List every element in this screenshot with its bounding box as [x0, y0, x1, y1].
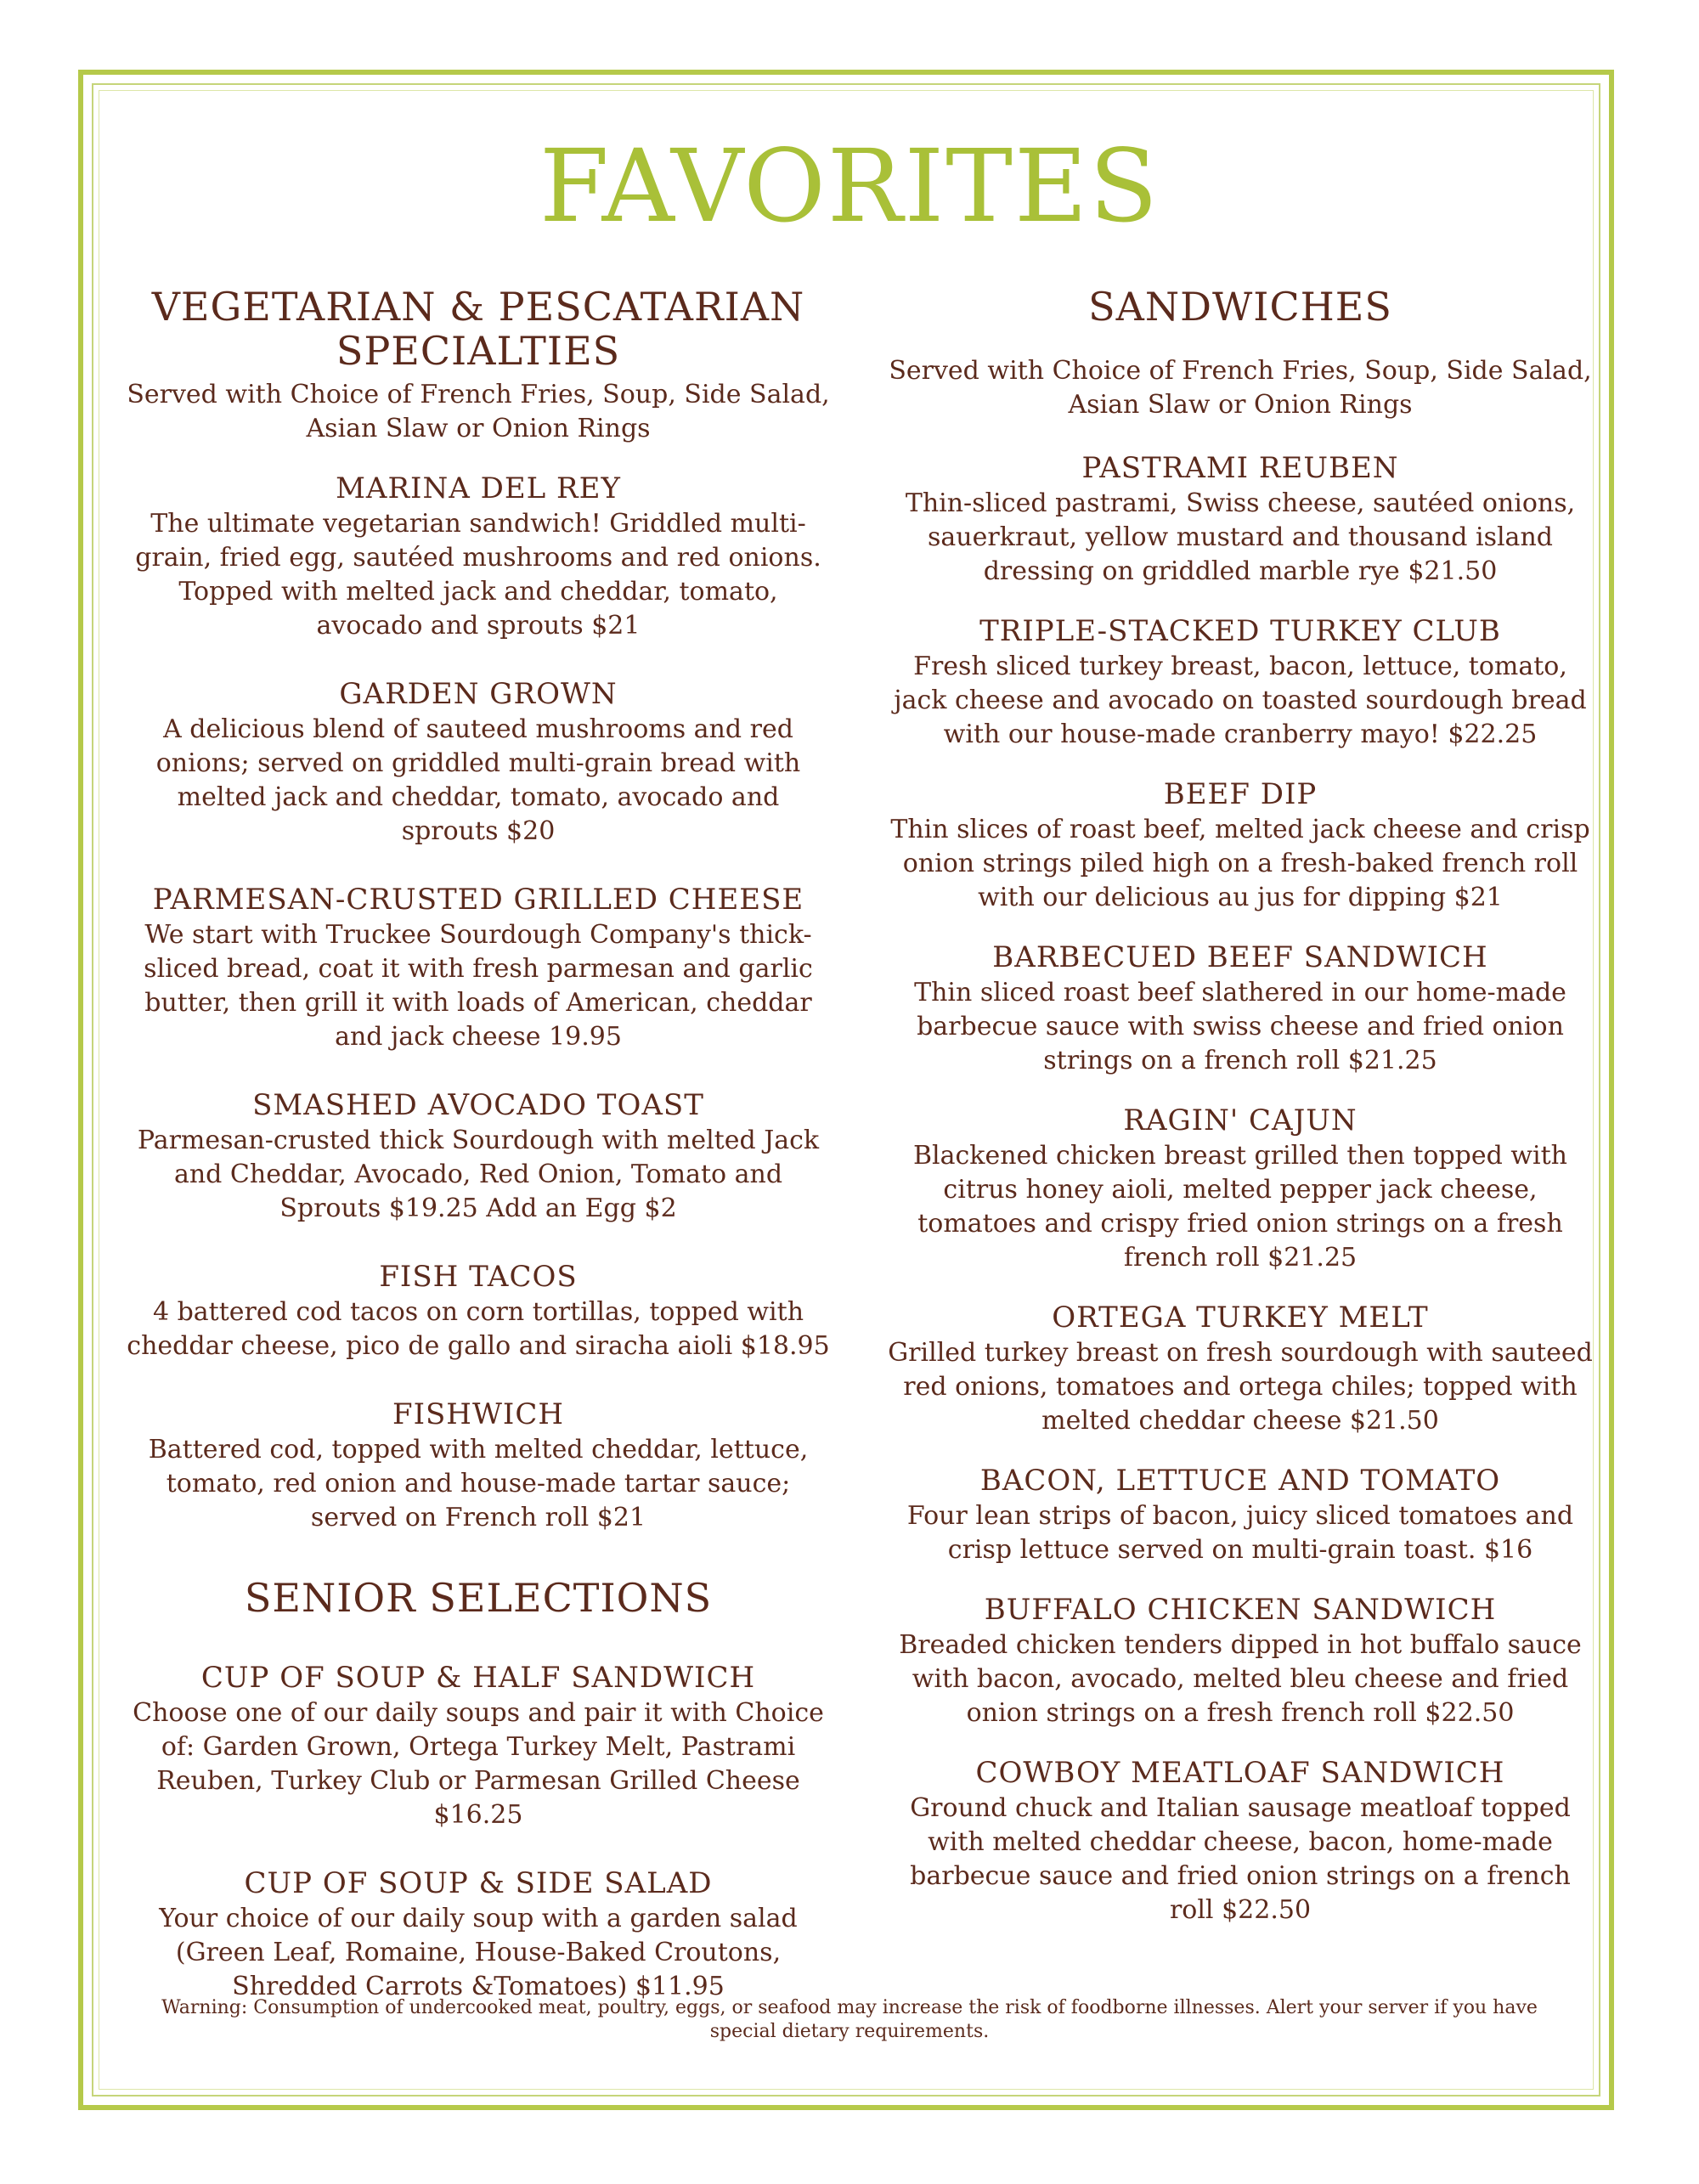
menu-item-description: Thin-sliced pastrami, Swiss cheese, sautéed onions, sauerkraut, yellow mustard and thousand island dressing on griddled marble rye $21.50	[905, 488, 1576, 586]
menu-item-description: We start with Truckee Sourdough Company's thick-sliced bread, coat it with fresh parmesan and garlic butter, then grill it with loads of American, cheddar and jack cheese 19.95	[144, 920, 813, 1052]
menu-item-description: Thin slices of roast beef, melted jack cheese and crisp onion strings piled high on a fresh-baked french roll with our delicious au jus for dipping $21	[890, 815, 1590, 912]
menu-item	[126, 1397, 831, 1535]
menu-item-name: COWBOY MEATLOAF SANDWICH	[975, 1756, 1505, 1790]
sandwiches-heading: SANDWICHES	[1088, 284, 1392, 330]
menu-item-name: RAGIN' CAJUN	[1123, 1103, 1358, 1137]
menu-item-description: Ground chuck and Italian sausage meatloaf topped with melted cheddar cheese, bacon, home-made barbecue sauce and fried onion strings on a french roll $22.50	[910, 1793, 1571, 1925]
menu-item-name: BACON, LETTUCE AND TOMATO	[979, 1464, 1501, 1498]
menu-item-description: The ultimate vegetarian sandwich! Griddled multi-grain, fried egg, sautéed mushrooms and red onions. Topped with melted jack and cheddar, tomato, avocado and sprouts $21	[135, 509, 821, 641]
menu-item	[888, 1593, 1593, 1730]
senior-section	[126, 1576, 831, 2004]
menu-item	[126, 677, 831, 849]
menu-item	[888, 940, 1593, 1078]
right-column	[888, 285, 1593, 1927]
menu-item-name: ORTEGA TURKEY MELT	[1052, 1301, 1429, 1335]
menu-item	[126, 1088, 831, 1226]
menu-item	[126, 1661, 831, 1832]
menu-item-description: Thin sliced roast beef slathered in our home-made barbecue sauce with swiss cheese and fried onion strings on a french roll $21.25	[914, 978, 1566, 1075]
menu-item	[888, 1464, 1593, 1567]
menu-item	[888, 777, 1593, 915]
menu-item	[888, 614, 1593, 752]
menu-item-description: Fresh sliced turkey breast, bacon, lettuce, tomato, jack cheese and avocado on toasted sourdough bread with our house-made cranberry mayo! $22.25	[894, 652, 1587, 749]
menu-item-description: Parmesan-crusted thick Sourdough with melted Jack and Cheddar, Avocado, Red Onion, Tomato and Sprouts $19.25 Add an Egg $2	[137, 1126, 820, 1223]
menu-item-name: FISH TACOS	[379, 1260, 578, 1294]
menu-item-description: 4 battered cod tacos on corn tortillas, topped with cheddar cheese, pico de gallo and siracha aioli $18.95	[127, 1297, 830, 1361]
left-column	[126, 285, 831, 2004]
menu-item	[126, 1260, 831, 1363]
menu-item-description: Grilled turkey breast on fresh sourdough with sauteed red onions, tomatoes and ortega chiles; topped with melted cheddar cheese $21.50	[888, 1338, 1593, 1436]
menu-item-description: Choose one of our daily soups and pair it with Choice of: Garden Grown, Ortega Turkey Melt, Pastrami Reuben, Turkey Club or Parmesan Grilled Cheese $16.25	[133, 1698, 824, 1830]
menu-item-description: Breaded chicken tenders dipped in hot buffalo sauce with bacon, avocado, melted bleu cheese and fried onion strings on a fresh french roll $22.50	[899, 1630, 1582, 1728]
food-safety-warning: Warning: Consumption of undercooked meat, poultry, eggs, or seafood may increase the risk of foodborne illnesses. Alert your server if you have special dietary requirements.	[161, 1997, 1538, 2042]
menu-item	[888, 1103, 1593, 1275]
menu-item-name: CUP OF SOUP & SIDE SALAD	[244, 1866, 713, 1900]
menu-item-name: MARINA DEL REY	[336, 471, 621, 505]
menu-item-name: FISHWICH	[392, 1397, 564, 1431]
senior-heading: SENIOR SELECTIONS	[244, 1575, 713, 1621]
menu-item-name: SMASHED AVOCADO TOAST	[252, 1088, 704, 1122]
menu-item-description: A delicious blend of sauteed mushrooms and red onions; served on griddled multi-grain bread with melted jack and cheddar, tomato, avocado and sprouts $20	[155, 714, 801, 846]
menu-item-name: BARBECUED BEEF SANDWICH	[992, 940, 1488, 974]
menu-item-description: Your choice of our daily soup with a garden salad (Green Leaf, Romaine, House-Baked Croutons, Shredded Carrots &Tomatoes) $11.95	[159, 1904, 798, 2001]
menu-item-description: Four lean strips of bacon, juicy sliced tomatoes and crisp lettuce served on multi-grain toast. $16	[906, 1501, 1574, 1565]
page-title: FAVORITES	[539, 127, 1160, 245]
menu-item-name: BUFFALO CHICKEN SANDWICH	[984, 1593, 1497, 1627]
vegetarian-heading-line1: VEGETARIAN & PESCATARIAN	[151, 284, 805, 330]
menu-item	[888, 1301, 1593, 1438]
vegetarian-section	[126, 285, 831, 1535]
menu-item-description: Blackened chicken breast grilled then topped with citrus honey aioli, melted pepper jack cheese, tomatoes and crispy fried onion strings on a fresh french roll $21.25	[912, 1141, 1568, 1273]
menu-item	[888, 451, 1593, 589]
menu-item-name: TRIPLE-STACKED TURKEY CLUB	[979, 614, 1501, 648]
menu-item	[126, 883, 831, 1054]
vegetarian-subtitle: Served with Choice of French Fries, Soup, Side Salad, Asian Slaw or Onion Rings	[127, 380, 830, 443]
menu-item	[126, 471, 831, 643]
sandwiches-subtitle: Served with Choice of French Fries, Soup, Side Salad, Asian Slaw or Onion Rings	[889, 356, 1592, 420]
menu-item-name: PASTRAMI REUBEN	[1081, 451, 1399, 485]
menu-item-name: BEEF DIP	[1163, 777, 1318, 811]
menu-item	[888, 1756, 1593, 1927]
menu-item-name: CUP OF SOUP & HALF SANDWICH	[200, 1661, 756, 1695]
menu-item-description: Battered cod, topped with melted cheddar, lettuce, tomato, red onion and house-made tartar sauce; served on French roll $21	[148, 1435, 809, 1532]
menu-item-name: GARDEN GROWN	[339, 677, 618, 711]
vegetarian-heading-line2: SPECIALTIES	[336, 328, 621, 374]
menu-item-name: PARMESAN-CRUSTED GRILLED CHEESE	[152, 883, 804, 917]
menu-item	[126, 1866, 831, 2004]
vegetarian-heading	[126, 285, 831, 373]
